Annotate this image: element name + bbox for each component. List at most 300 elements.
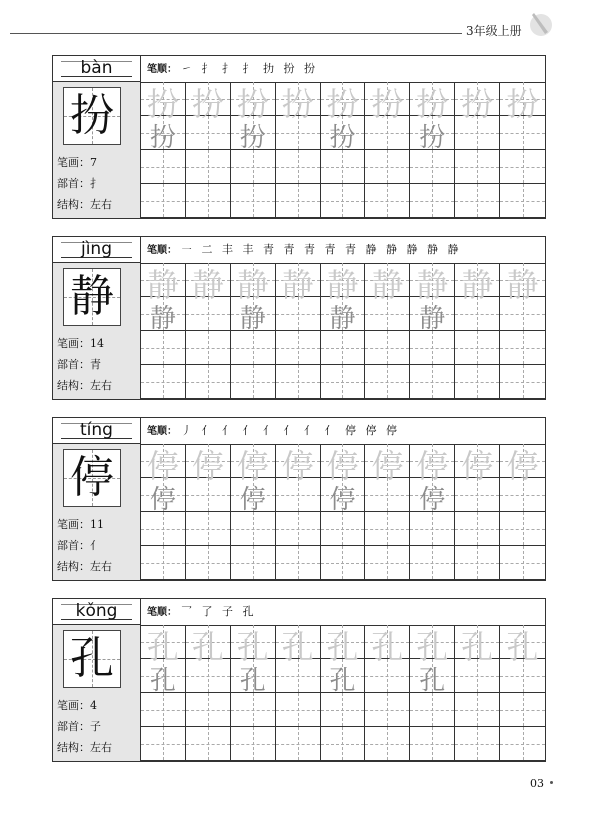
stroke-step: 静	[386, 243, 400, 256]
writing-cell[interactable]	[365, 546, 410, 580]
stroke-step: 丰	[222, 243, 236, 256]
writing-cell[interactable]	[410, 546, 455, 580]
stroke-count-row	[57, 514, 140, 535]
writing-cell[interactable]	[231, 512, 276, 546]
stroke-step: 子	[222, 605, 236, 618]
stroke-step: 扌	[201, 62, 216, 75]
stroke-count-row	[57, 333, 140, 354]
model-character: 停	[70, 452, 114, 503]
writing-cell[interactable]	[455, 184, 500, 218]
stroke-step: 静	[427, 243, 441, 256]
stroke-step: 静	[447, 243, 462, 256]
writing-cell[interactable]	[276, 331, 321, 365]
writing-cell[interactable]	[410, 625, 455, 666]
stroke-count-label: 笔画：	[57, 699, 90, 712]
sample-character: 静	[329, 304, 356, 334]
stroke-step: 扐	[263, 62, 277, 75]
writing-cell[interactable]	[186, 365, 231, 399]
writing-cell[interactable]	[500, 116, 545, 150]
writing-cell[interactable]	[321, 546, 366, 580]
writing-cell[interactable]	[500, 546, 545, 580]
writing-cell[interactable]	[321, 693, 366, 727]
writing-cell[interactable]	[365, 512, 410, 546]
writing-cell[interactable]	[455, 444, 500, 485]
writing-cell[interactable]	[455, 297, 500, 331]
writing-cell[interactable]	[276, 625, 321, 666]
structure-label: 结构：	[57, 379, 90, 392]
practice-grid-panel	[141, 237, 545, 399]
stroke-step: 扮	[304, 62, 318, 75]
writing-cell[interactable]	[186, 444, 231, 485]
structure-row	[57, 375, 140, 396]
trace-character: 静	[371, 266, 404, 304]
writing-grid	[141, 263, 545, 399]
writing-cell[interactable]	[455, 150, 500, 184]
writing-cell[interactable]	[276, 444, 321, 485]
character-panel	[53, 599, 141, 761]
stroke-step: 停	[386, 424, 400, 437]
writing-cell[interactable]	[410, 150, 455, 184]
stroke-step: 停	[345, 424, 359, 437]
writing-cell[interactable]	[500, 659, 545, 693]
writing-cell[interactable]	[321, 444, 366, 485]
structure-label: 结构：	[57, 198, 90, 211]
writing-cell[interactable]	[410, 693, 455, 727]
stroke-count-label: 笔画：	[57, 156, 90, 169]
writing-cell[interactable]	[455, 546, 500, 580]
trace-character: 扮	[191, 85, 224, 123]
structure: 左右	[90, 198, 112, 211]
stroke-step: 亻	[263, 424, 277, 437]
radical: 亻	[90, 539, 101, 552]
writing-cell[interactable]	[410, 444, 455, 485]
writing-cell[interactable]	[141, 727, 186, 761]
writing-cell[interactable]	[321, 150, 366, 184]
writing-cell[interactable]	[455, 82, 500, 123]
writing-cell[interactable]	[455, 727, 500, 761]
writing-cell[interactable]	[186, 478, 231, 512]
writing-cell[interactable]	[186, 184, 231, 218]
header-rule	[10, 33, 462, 34]
stroke-step: 扮	[283, 62, 298, 75]
writing-cell[interactable]	[410, 659, 455, 696]
writing-cell[interactable]	[500, 150, 545, 184]
writing-grid	[141, 82, 545, 218]
stroke-step: 丰	[242, 243, 257, 256]
radical-row	[57, 535, 140, 556]
writing-cell[interactable]	[186, 659, 231, 693]
writing-cell[interactable]	[455, 693, 500, 727]
writing-cell[interactable]	[410, 365, 455, 399]
trace-character: 孔	[506, 628, 539, 666]
writing-cell[interactable]	[276, 478, 321, 512]
writing-cell[interactable]	[410, 727, 455, 761]
pinyin-box	[53, 599, 140, 625]
character-info	[53, 514, 140, 577]
trace-character: 静	[236, 266, 269, 304]
stroke-step: 静	[406, 243, 421, 256]
stroke-order-row	[141, 237, 545, 264]
writing-cell[interactable]	[500, 693, 545, 727]
writing-cell[interactable]	[410, 512, 455, 546]
writing-cell[interactable]	[365, 478, 410, 512]
sample-character: 停	[239, 485, 266, 515]
writing-cell[interactable]	[365, 365, 410, 399]
writing-cell[interactable]	[231, 659, 276, 696]
writing-cell[interactable]	[231, 444, 276, 485]
writing-cell[interactable]	[455, 263, 500, 304]
sample-character: 扮	[329, 123, 356, 153]
writing-cell[interactable]	[500, 365, 545, 399]
writing-cell[interactable]	[410, 263, 455, 304]
model-character-box	[63, 630, 121, 688]
practice-grid-panel	[141, 418, 545, 580]
page-dot	[550, 781, 553, 784]
writing-cell[interactable]	[455, 116, 500, 150]
trace-character: 停	[371, 447, 404, 485]
writing-cell[interactable]	[141, 546, 186, 580]
stroke-step: 扌	[222, 62, 236, 75]
writing-cell[interactable]	[186, 512, 231, 546]
trace-character: 静	[416, 266, 449, 304]
radical-label: 部首：	[57, 358, 90, 371]
stroke-step: 孔	[242, 605, 257, 618]
writing-cell[interactable]	[455, 659, 500, 693]
pinyin: kǒng	[75, 601, 118, 621]
pen-decoration-icon	[526, 8, 556, 38]
trace-character: 孔	[191, 628, 224, 666]
trace-character: 扮	[416, 85, 449, 123]
writing-cell[interactable]	[186, 727, 231, 761]
model-character-box	[63, 268, 121, 326]
practice-card	[52, 236, 546, 400]
character-panel	[53, 237, 141, 399]
stroke-count: 14	[90, 337, 104, 350]
stroke-step: 丿	[181, 424, 195, 437]
model-character-box	[63, 87, 121, 145]
writing-cell[interactable]	[276, 546, 321, 580]
pinyin: bàn	[80, 58, 113, 78]
writing-cell[interactable]	[500, 444, 545, 485]
trace-character: 孔	[371, 628, 404, 666]
writing-cell[interactable]	[141, 625, 186, 666]
writing-cell[interactable]	[231, 693, 276, 727]
model-character: 孔	[70, 633, 114, 684]
writing-cell[interactable]	[455, 512, 500, 546]
model-character: 扮	[70, 90, 114, 141]
stroke-count-label: 笔画：	[57, 337, 90, 350]
practice-card	[52, 417, 546, 581]
structure-row	[57, 194, 140, 215]
writing-cell[interactable]	[186, 150, 231, 184]
writing-cell[interactable]	[141, 331, 186, 365]
writing-cell[interactable]	[410, 331, 455, 365]
stroke-step: 青	[263, 243, 277, 256]
practice-grid-panel	[141, 56, 545, 218]
stroke-step: 亻	[222, 424, 236, 437]
writing-cell[interactable]	[365, 184, 410, 218]
writing-cell[interactable]	[141, 116, 186, 153]
stroke-order-label: 笔顺：	[147, 607, 177, 618]
writing-cell[interactable]	[231, 727, 276, 761]
writing-cell[interactable]	[141, 82, 186, 123]
writing-cell[interactable]	[321, 263, 366, 304]
pinyin-box	[53, 237, 140, 263]
writing-cell[interactable]	[276, 365, 321, 399]
writing-cell[interactable]	[231, 365, 276, 399]
stroke-step: 乛	[181, 605, 195, 618]
writing-cell[interactable]	[276, 727, 321, 761]
writing-cell[interactable]	[500, 625, 545, 666]
writing-cell[interactable]	[231, 263, 276, 304]
writing-cell[interactable]	[500, 727, 545, 761]
trace-character: 静	[326, 266, 359, 304]
sample-character: 孔	[239, 666, 266, 696]
writing-cell[interactable]	[365, 263, 410, 304]
radical-row	[57, 173, 140, 194]
sample-character: 静	[239, 304, 266, 334]
writing-cell[interactable]	[186, 297, 231, 331]
writing-cell[interactable]	[365, 331, 410, 365]
writing-cell[interactable]	[321, 365, 366, 399]
stroke-order-row	[141, 56, 545, 83]
stroke-count-label: 笔画：	[57, 518, 90, 531]
sample-character: 停	[419, 485, 446, 515]
writing-cell[interactable]	[410, 297, 455, 334]
writing-cell[interactable]	[321, 478, 366, 515]
writing-cell[interactable]	[141, 297, 186, 334]
model-character-box	[63, 449, 121, 507]
writing-cell[interactable]	[231, 150, 276, 184]
writing-cell[interactable]	[321, 625, 366, 666]
writing-cell[interactable]	[500, 478, 545, 512]
writing-cell[interactable]	[276, 297, 321, 331]
stroke-step: 扌	[242, 62, 257, 75]
writing-grid	[141, 444, 545, 580]
stroke-order	[181, 243, 462, 256]
trace-character: 孔	[281, 628, 314, 666]
writing-cell[interactable]	[365, 659, 410, 693]
stroke-step: ㇀	[181, 62, 195, 75]
trace-character: 孔	[146, 628, 179, 666]
writing-cell[interactable]	[186, 693, 231, 727]
writing-cell[interactable]	[365, 625, 410, 666]
writing-cell[interactable]	[141, 659, 186, 696]
radical-label: 部首：	[57, 539, 90, 552]
pinyin-box	[53, 56, 140, 82]
trace-character: 孔	[416, 628, 449, 666]
writing-cell[interactable]	[231, 478, 276, 515]
sample-character: 停	[329, 485, 356, 515]
stroke-order-label: 笔顺：	[147, 426, 177, 437]
writing-cell[interactable]	[500, 512, 545, 546]
writing-cell[interactable]	[276, 82, 321, 123]
writing-grid	[141, 625, 545, 761]
structure-label: 结构：	[57, 741, 90, 754]
writing-cell[interactable]	[455, 625, 500, 666]
writing-cell[interactable]	[321, 659, 366, 696]
stroke-order	[181, 62, 318, 75]
character-info	[53, 152, 140, 215]
writing-cell[interactable]	[141, 512, 186, 546]
writing-cell[interactable]	[141, 365, 186, 399]
writing-cell[interactable]	[500, 82, 545, 123]
writing-cell[interactable]	[276, 150, 321, 184]
writing-cell[interactable]	[276, 512, 321, 546]
writing-cell[interactable]	[186, 82, 231, 123]
stroke-step: 停	[365, 424, 380, 437]
writing-cell[interactable]	[321, 727, 366, 761]
trace-character: 扮	[281, 85, 314, 123]
writing-cell[interactable]	[141, 478, 186, 515]
trace-character: 扮	[326, 85, 359, 123]
trace-character: 静	[461, 266, 494, 304]
writing-cell[interactable]	[141, 150, 186, 184]
stroke-order-row	[141, 418, 545, 445]
trace-character: 静	[146, 266, 179, 304]
structure-row	[57, 556, 140, 577]
writing-cell[interactable]	[500, 331, 545, 365]
writing-cell[interactable]	[410, 478, 455, 515]
sample-character: 扮	[419, 123, 446, 153]
trace-character: 静	[281, 266, 314, 304]
radical-label: 部首：	[57, 177, 90, 190]
structure-row	[57, 737, 140, 758]
sample-character: 扮	[239, 123, 266, 153]
writing-cell[interactable]	[231, 546, 276, 580]
stroke-order	[181, 424, 400, 437]
stroke-order	[181, 605, 257, 618]
writing-cell[interactable]	[321, 116, 366, 153]
trace-character: 扮	[236, 85, 269, 123]
trace-character: 扮	[146, 85, 179, 123]
stroke-step: 静	[365, 243, 380, 256]
pinyin-box	[53, 418, 140, 444]
trace-character: 扮	[506, 85, 539, 123]
writing-cell[interactable]	[321, 512, 366, 546]
page-number: 03	[530, 777, 544, 790]
writing-cell[interactable]	[186, 116, 231, 150]
trace-character: 停	[236, 447, 269, 485]
writing-cell[interactable]	[231, 297, 276, 334]
stroke-step: 青	[283, 243, 298, 256]
sample-character: 孔	[419, 666, 446, 696]
writing-cell[interactable]	[455, 331, 500, 365]
writing-cell[interactable]	[410, 116, 455, 153]
writing-cell[interactable]	[500, 263, 545, 304]
writing-cell[interactable]	[231, 116, 276, 153]
writing-cell[interactable]	[321, 331, 366, 365]
trace-character: 停	[326, 447, 359, 485]
writing-cell[interactable]	[455, 478, 500, 512]
stroke-count: 4	[90, 699, 97, 712]
trace-character: 停	[461, 447, 494, 485]
radical-label: 部首：	[57, 720, 90, 733]
trace-character: 扮	[371, 85, 404, 123]
trace-character: 静	[506, 266, 539, 304]
stroke-step: 青	[304, 243, 318, 256]
writing-cell[interactable]	[321, 184, 366, 218]
writing-cell[interactable]	[186, 625, 231, 666]
sample-character: 孔	[149, 666, 176, 696]
writing-cell[interactable]	[276, 116, 321, 150]
trace-character: 扮	[461, 85, 494, 123]
writing-cell[interactable]	[321, 82, 366, 123]
sample-character: 扮	[149, 123, 176, 153]
writing-cell[interactable]	[231, 625, 276, 666]
trace-character: 孔	[236, 628, 269, 666]
pinyin: tíng	[80, 420, 113, 440]
writing-cell[interactable]	[410, 82, 455, 123]
writing-cell[interactable]	[186, 546, 231, 580]
writing-cell[interactable]	[141, 184, 186, 218]
writing-cell[interactable]	[365, 116, 410, 150]
stroke-step: 亻	[201, 424, 216, 437]
stroke-step: 了	[201, 605, 216, 618]
radical: 扌	[90, 177, 101, 190]
stroke-count-row	[57, 152, 140, 173]
writing-cell[interactable]	[141, 444, 186, 485]
practice-card	[52, 55, 546, 219]
writing-cell[interactable]	[141, 263, 186, 304]
radical-row	[57, 354, 140, 375]
writing-cell[interactable]	[365, 297, 410, 331]
writing-cell[interactable]	[365, 727, 410, 761]
stroke-order-label: 笔顺：	[147, 245, 177, 256]
stroke-count: 7	[90, 156, 97, 169]
stroke-step: 青	[345, 243, 359, 256]
character-panel	[53, 418, 141, 580]
writing-cell[interactable]	[365, 444, 410, 485]
writing-cell[interactable]	[365, 82, 410, 123]
structure-label: 结构：	[57, 560, 90, 573]
writing-cell[interactable]	[231, 331, 276, 365]
writing-cell[interactable]	[410, 184, 455, 218]
stroke-step: 亻	[304, 424, 318, 437]
writing-cell[interactable]	[500, 297, 545, 331]
book-title: 3年级上册	[466, 24, 522, 38]
trace-character: 孔	[461, 628, 494, 666]
writing-cell[interactable]	[276, 659, 321, 693]
practice-grid-panel	[141, 599, 545, 761]
writing-cell[interactable]	[365, 693, 410, 727]
sample-character: 静	[419, 304, 446, 334]
writing-cell[interactable]	[186, 331, 231, 365]
character-info	[53, 333, 140, 396]
writing-cell[interactable]	[276, 263, 321, 304]
radical: 子	[90, 720, 101, 733]
writing-cell[interactable]	[231, 82, 276, 123]
stroke-count-row	[57, 695, 140, 716]
writing-cell[interactable]	[321, 297, 366, 334]
writing-cell[interactable]	[455, 365, 500, 399]
writing-cell[interactable]	[500, 184, 545, 218]
trace-character: 停	[146, 447, 179, 485]
writing-cell[interactable]	[141, 693, 186, 727]
stroke-order-label: 笔顺：	[147, 64, 177, 75]
structure: 左右	[90, 379, 112, 392]
writing-cell[interactable]	[276, 693, 321, 727]
model-character: 静	[70, 271, 114, 322]
sample-character: 停	[149, 485, 176, 515]
writing-cell[interactable]	[231, 184, 276, 218]
trace-character: 静	[191, 266, 224, 304]
writing-cell[interactable]	[276, 184, 321, 218]
character-panel	[53, 56, 141, 218]
writing-cell[interactable]	[186, 263, 231, 304]
stroke-step: 青	[324, 243, 339, 256]
writing-cell[interactable]	[365, 150, 410, 184]
